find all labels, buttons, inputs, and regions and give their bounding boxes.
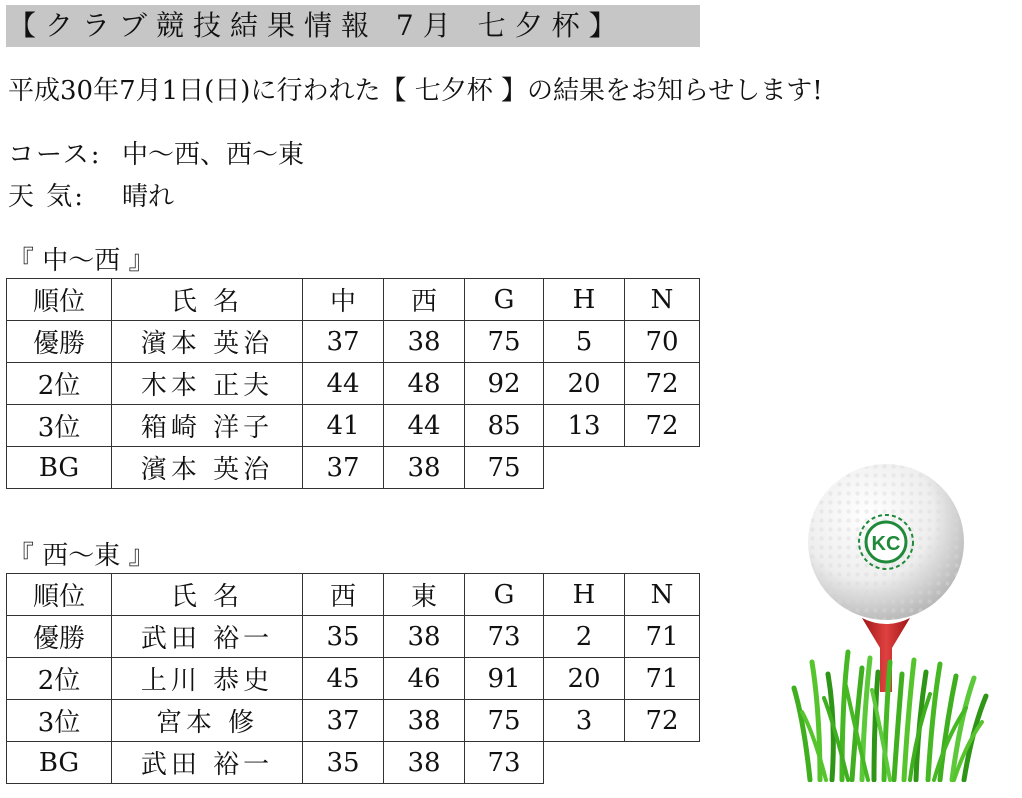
results-table-naka-nishi — [6, 278, 700, 489]
table-cell: BG — [7, 447, 112, 489]
table-row — [7, 405, 700, 447]
header-cell: H — [544, 279, 625, 321]
page-title: 【クラブ競技結果情報 7月 七夕杯】 — [6, 5, 700, 47]
table-cell: 35 — [303, 742, 384, 784]
table-cell: 20 — [544, 658, 625, 700]
table-cell: 38 — [384, 321, 465, 363]
table-header-row — [7, 574, 700, 616]
table-cell: 2位 — [7, 363, 112, 405]
table-cell: 38 — [384, 616, 465, 658]
table-cell: 35 — [303, 616, 384, 658]
results-table-nishi-higashi — [6, 573, 700, 784]
table-row — [7, 700, 700, 742]
header-cell: N — [625, 279, 700, 321]
header-cell: 氏 名 — [112, 279, 303, 321]
header-cell: N — [625, 574, 700, 616]
course-label: コース: — [8, 140, 102, 170]
table-header-row — [7, 279, 700, 321]
table-cell: 44 — [384, 405, 465, 447]
intro-text: 平成30年7月1日(日)に行われた【 七夕杯 】の結果をお知らせします! — [8, 76, 823, 106]
table-cell: 41 — [303, 405, 384, 447]
table-cell: 3位 — [7, 700, 112, 742]
golf-ball-illustration — [790, 462, 990, 782]
table-cell: 70 — [625, 321, 700, 363]
course-value: 中〜西、西〜東 — [122, 140, 305, 170]
table-cell: 2 — [544, 616, 625, 658]
table-cell: 73 — [465, 742, 544, 784]
table-row-bg — [7, 447, 700, 489]
header-cell: 順位 — [7, 574, 112, 616]
table-cell: 38 — [384, 447, 465, 489]
table-cell: 72 — [625, 700, 700, 742]
table-cell: 71 — [625, 616, 700, 658]
section-heading-naka-nishi: 『 中〜西 』 — [8, 246, 155, 276]
table-cell: 3位 — [7, 405, 112, 447]
table-cell: 48 — [384, 363, 465, 405]
weather-info — [8, 176, 174, 213]
table-cell: 3 — [544, 700, 625, 742]
empty-cell — [625, 742, 700, 784]
section-heading-nishi-higashi: 『 西〜東 』 — [8, 541, 155, 571]
club-logo-icon — [859, 515, 913, 569]
table-cell: 武田 裕一 — [112, 616, 303, 658]
table-cell: 38 — [384, 700, 465, 742]
table-cell: 37 — [303, 447, 384, 489]
table-cell: 75 — [465, 700, 544, 742]
table-cell: 5 — [544, 321, 625, 363]
table-cell: 37 — [303, 321, 384, 363]
table-row — [7, 363, 700, 405]
table-cell: 木本 正夫 — [112, 363, 303, 405]
table-cell: 箱崎 洋子 — [112, 405, 303, 447]
table-row — [7, 616, 700, 658]
table-row — [7, 321, 700, 363]
table-cell: 優勝 — [7, 321, 112, 363]
logo-text: KC — [871, 533, 901, 555]
table-cell: 44 — [303, 363, 384, 405]
table-cell: 75 — [465, 321, 544, 363]
table-cell: 宮本 修 — [112, 700, 303, 742]
table-cell: 濱本 英治 — [112, 321, 303, 363]
header-cell: 東 — [384, 574, 465, 616]
table-cell: 38 — [384, 742, 465, 784]
header-cell: H — [544, 574, 625, 616]
table-cell: 46 — [384, 658, 465, 700]
table-cell: 武田 裕一 — [112, 742, 303, 784]
table-cell: 72 — [625, 405, 700, 447]
header-cell: 中 — [303, 279, 384, 321]
empty-cell — [544, 447, 625, 489]
empty-cell — [544, 742, 625, 784]
header-cell: 氏 名 — [112, 574, 303, 616]
table-cell: 上川 恭史 — [112, 658, 303, 700]
header-cell: G — [465, 574, 544, 616]
course-info — [8, 134, 304, 171]
header-cell: 西 — [303, 574, 384, 616]
grass-icon — [794, 652, 986, 780]
header-cell: 西 — [384, 279, 465, 321]
table-cell: 45 — [303, 658, 384, 700]
table-row — [7, 658, 700, 700]
header-cell: 順位 — [7, 279, 112, 321]
table-cell: BG — [7, 742, 112, 784]
table-cell: 37 — [303, 700, 384, 742]
table-cell: 優勝 — [7, 616, 112, 658]
table-cell: 2位 — [7, 658, 112, 700]
table-cell: 濱本 英治 — [112, 447, 303, 489]
table-cell: 73 — [465, 616, 544, 658]
table-cell: 85 — [465, 405, 544, 447]
header-cell: G — [465, 279, 544, 321]
table-cell: 20 — [544, 363, 625, 405]
table-cell: 75 — [465, 447, 544, 489]
table-cell: 71 — [625, 658, 700, 700]
empty-cell — [625, 447, 700, 489]
weather-value: 晴れ — [122, 182, 175, 212]
table-cell: 72 — [625, 363, 700, 405]
table-cell: 92 — [465, 363, 544, 405]
weather-label: 天 気: — [8, 182, 86, 212]
table-row-bg — [7, 742, 700, 784]
table-cell: 13 — [544, 405, 625, 447]
table-cell: 91 — [465, 658, 544, 700]
